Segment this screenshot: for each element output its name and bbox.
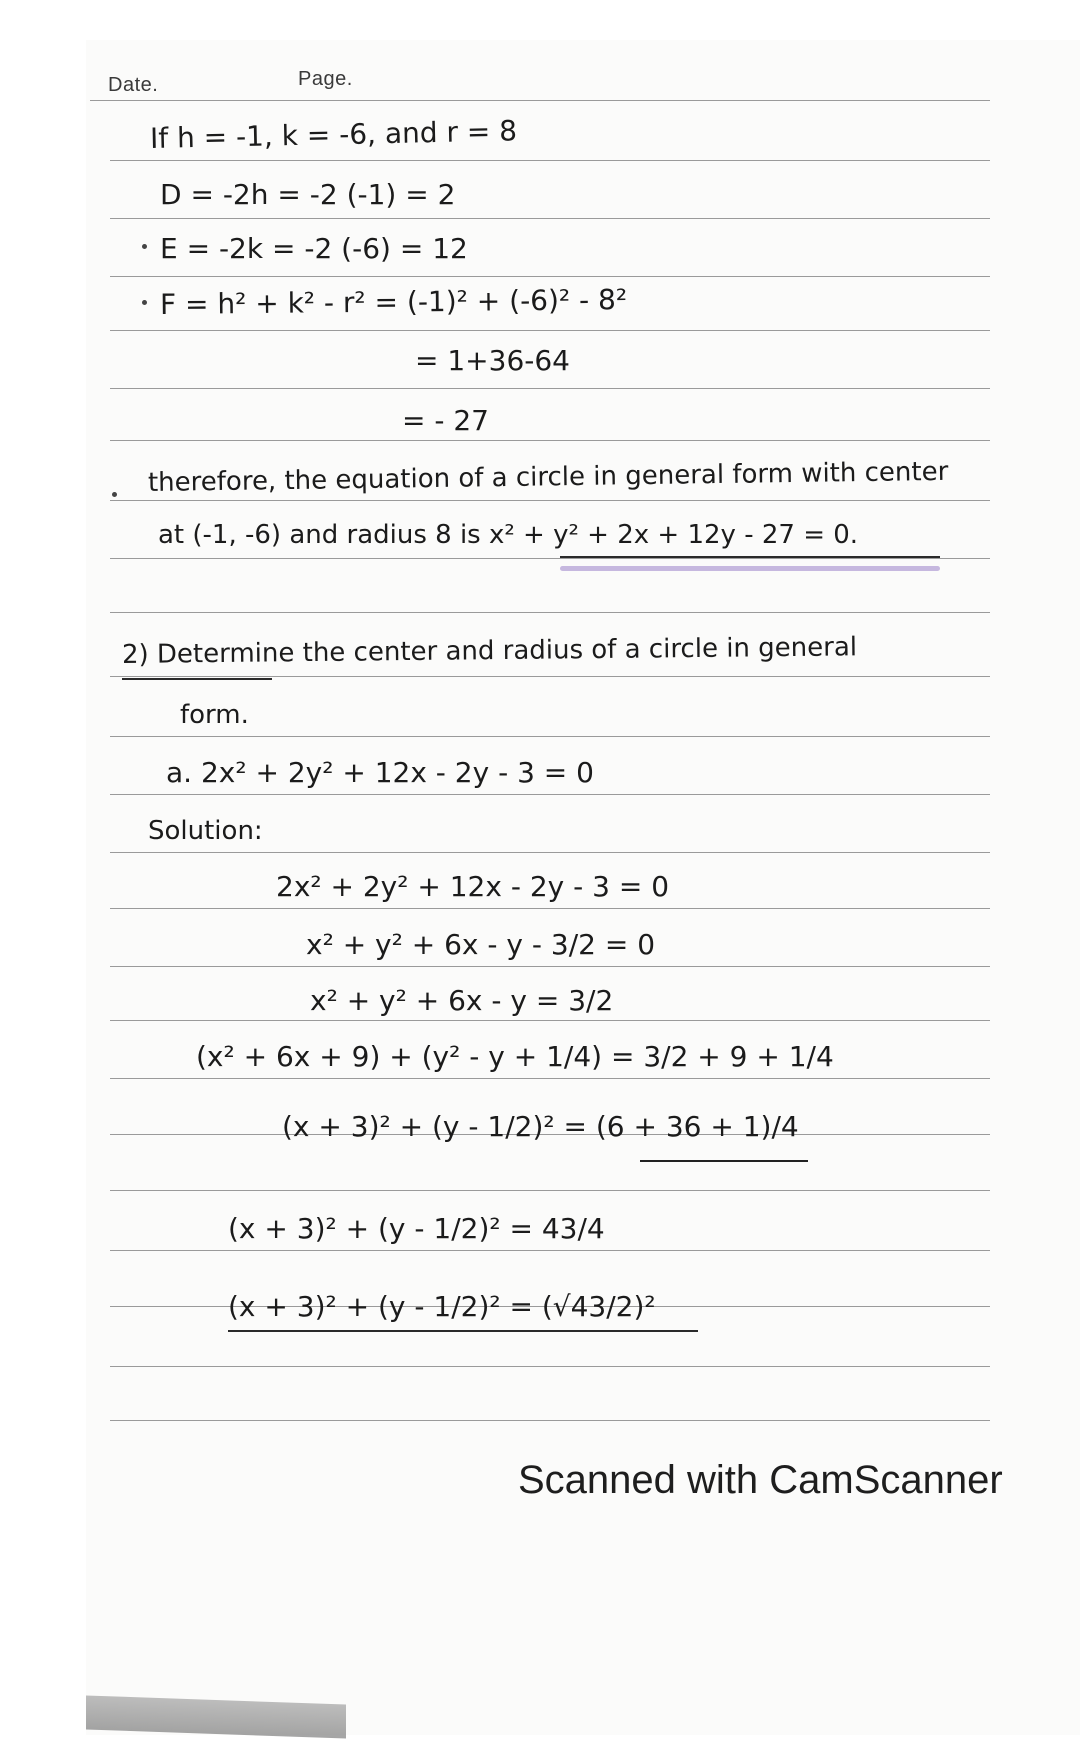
ruled-line (110, 276, 990, 277)
ruled-line (110, 500, 990, 501)
solution-step-2: x² + y² + 6x - y - 3/2 = 0 (306, 928, 656, 961)
solution-label: Solution: (148, 816, 263, 846)
ruled-line (110, 1078, 990, 1079)
conclusion-line-2: at (-1, -6) and radius 8 is x² + y² + 2x + 12y - 27 = 0. (158, 520, 859, 550)
page-label: Page. (298, 68, 353, 90)
solution-step-4: (x² + 6x + 9) + (y² - y + 1/4) = 3/2 + 9 + 1/4 (196, 1040, 834, 1073)
date-label: Date. (108, 74, 159, 96)
f-coefficient-line: F = h² + k² - r² = (-1)² + (-6)² - 8² (159, 283, 628, 321)
scanner-watermark: Scanned with CamScanner (518, 1458, 1003, 1502)
highlight-mark (560, 566, 940, 571)
problem-a-equation: a. 2x² + 2y² + 12x - 2y - 3 = 0 (166, 756, 594, 789)
ruled-line (110, 966, 990, 967)
problem-2-heading: 2) Determine the center and radius of a circle in general (121, 632, 858, 670)
solution-step-5: (x + 3)² + (y - 1/2)² = (6 + 36 + 1)/4 (282, 1110, 799, 1143)
d-coefficient-line: D = -2h = -2 (-1) = 2 (160, 178, 456, 211)
final-answer-underline (228, 1330, 698, 1332)
ruled-line (110, 330, 990, 331)
solution-step-6: (x + 3)² + (y - 1/2)² = 43/4 (228, 1212, 605, 1245)
f-arithmetic-line: = 1+36-64 (415, 344, 570, 377)
ruled-line (110, 1366, 990, 1367)
ruled-line (110, 676, 990, 677)
ruled-line (110, 388, 990, 389)
solution-step-7: (x + 3)² + (y - 1/2)² = (√43/2)² (228, 1290, 656, 1323)
ruled-line (110, 1250, 990, 1251)
margin-dot (142, 244, 147, 249)
equation-underline (560, 556, 940, 558)
heading-underline (122, 678, 272, 680)
ruled-line (110, 1020, 990, 1021)
fraction-bar (640, 1160, 808, 1162)
e-coefficient-line: E = -2k = -2 (-6) = 12 (160, 232, 468, 265)
ruled-line (110, 736, 990, 737)
ruled-line (110, 908, 990, 909)
solution-step-3: x² + y² + 6x - y = 3/2 (310, 984, 614, 1017)
ruled-line (110, 1420, 990, 1421)
ruled-line (110, 852, 990, 853)
problem-2-heading-cont: form. (180, 700, 249, 730)
margin-dot (142, 300, 147, 305)
ruled-line (110, 794, 990, 795)
ruled-line (110, 218, 990, 219)
ruled-line (110, 1190, 990, 1191)
f-result-line: = - 27 (402, 404, 489, 437)
margin-dot (112, 492, 117, 497)
conclusion-line-1: therefore, the equation of a circle in general form with center (147, 456, 949, 498)
ruled-line (110, 160, 990, 161)
ruled-line (90, 100, 990, 101)
ruled-line (110, 440, 990, 441)
solution-step-1: 2x² + 2y² + 12x - 2y - 3 = 0 (276, 870, 670, 903)
ruled-line (110, 558, 990, 559)
ruled-line (110, 612, 990, 613)
given-values-line: If h = -1, k = -6, and r = 8 (149, 114, 518, 155)
